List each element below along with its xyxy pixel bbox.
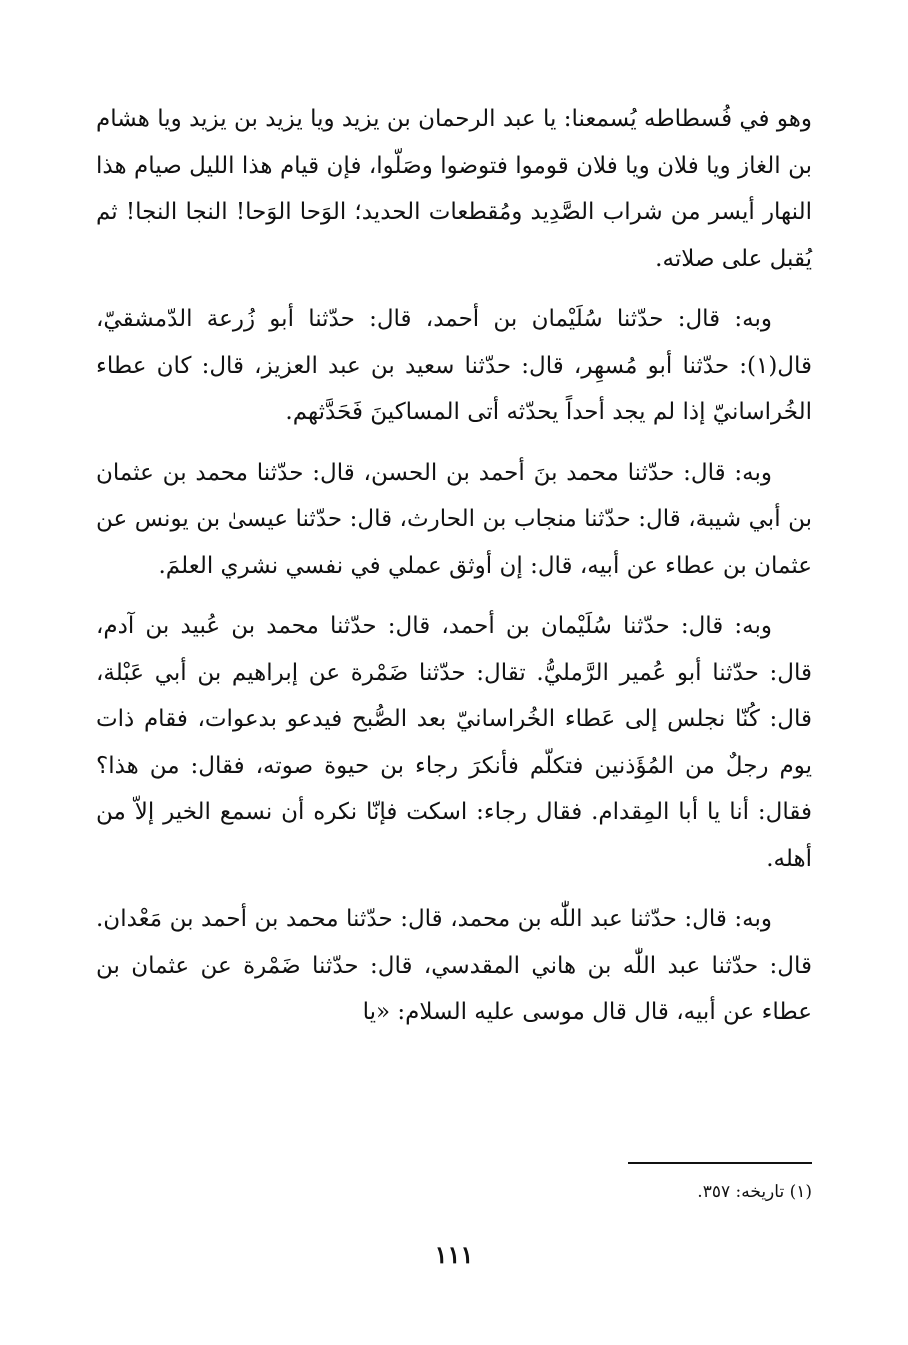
page-number: ١١١ (434, 1240, 474, 1269)
paragraph-ata-hadith: وبه: قال: حدّثنا سُلَيْمان بن أحمد، قال: حدّثنا أبو زُرعة الدّمشقيّ، قال(١): حدّثنا أبو مُسهِر، قال: حدّثنا سعيد بن عبد العزيز، قال: كان عطاء الخُراسانيّ إذا لم يجد أحداً يحدّثه أتى المساكينَ فَحَدَّثهم. (96, 306, 812, 425)
footnote: (١) تاريخه: ٣٥٧. (697, 1182, 812, 1202)
paragraph-continuation: وهو في فُسطاطه يُسمعنا: يا عبد الرحمان بن يزيد ويا يزيد بن يزيد ويا هشام بن الغاز ويا فلان ويا فلان قوموا فتوضوا وصَلّوا، فإن قيام هذا الليل صيام هذا النهار أيسر من شراب الصَّدِيد ومُقطعات الحديد؛ الوَحا الوَحا! النجا النجا! ثم يُقبل على صلاته. (96, 106, 812, 272)
footnote-divider (628, 1162, 812, 1164)
paragraph-musa-hadith: وبه: قال: حدّثنا عبد اللّٰه بن محمد، قال: حدّثنا محمد بن أحمد بن مَعْدان. قال: حدّثنا عبد اللّٰه بن هاني المقدسي، قال: حدّثنا ضَمْرة عن عثمان بن عطاء عن أبيه، قال قال موسى عليه السلام: «يا (96, 906, 812, 1025)
paragraph-raja-hadith: وبه: قال: حدّثنا سُلَيْمان بن أحمد، قال: حدّثنا محمد بن عُبيد بن آدم، قال: حدّثنا أبو عُمير الرَّمليُّ. تقال: حدّثنا ضَمْرة عن إبراهيم بن أبي عَبْلة، قال: كُنّا نجلس إلى عَطاء الخُراسانيّ بعد الصُّبح فيدعو بدعوات، فقام ذات يوم رجلٌ من المُؤَذنين فتكلّم فأنكرَ رجاء بن حيوة صوته، فقال: من هذا؟ فقال: أنا يا أبا المِقدام. فقال رجاء: اسكت فإنّا نكره أن نسمع الخير إلاّ من أهله. (96, 613, 812, 872)
page-body (96, 96, 812, 1050)
paragraph-uthman-hadith: وبه: قال: حدّثنا محمد بنَ أحمد بن الحسن، قال: حدّثنا محمد بن عثمان بن أبي شيبة، قال: حدّثنا منجاب بن الحارث، قال: حدّثنا عيسىٰ بن يونس عن عثمان بن عطاء عن أبيه، قال: إن أوثق عملي في نفسي نشري العلمَ. (96, 459, 812, 579)
